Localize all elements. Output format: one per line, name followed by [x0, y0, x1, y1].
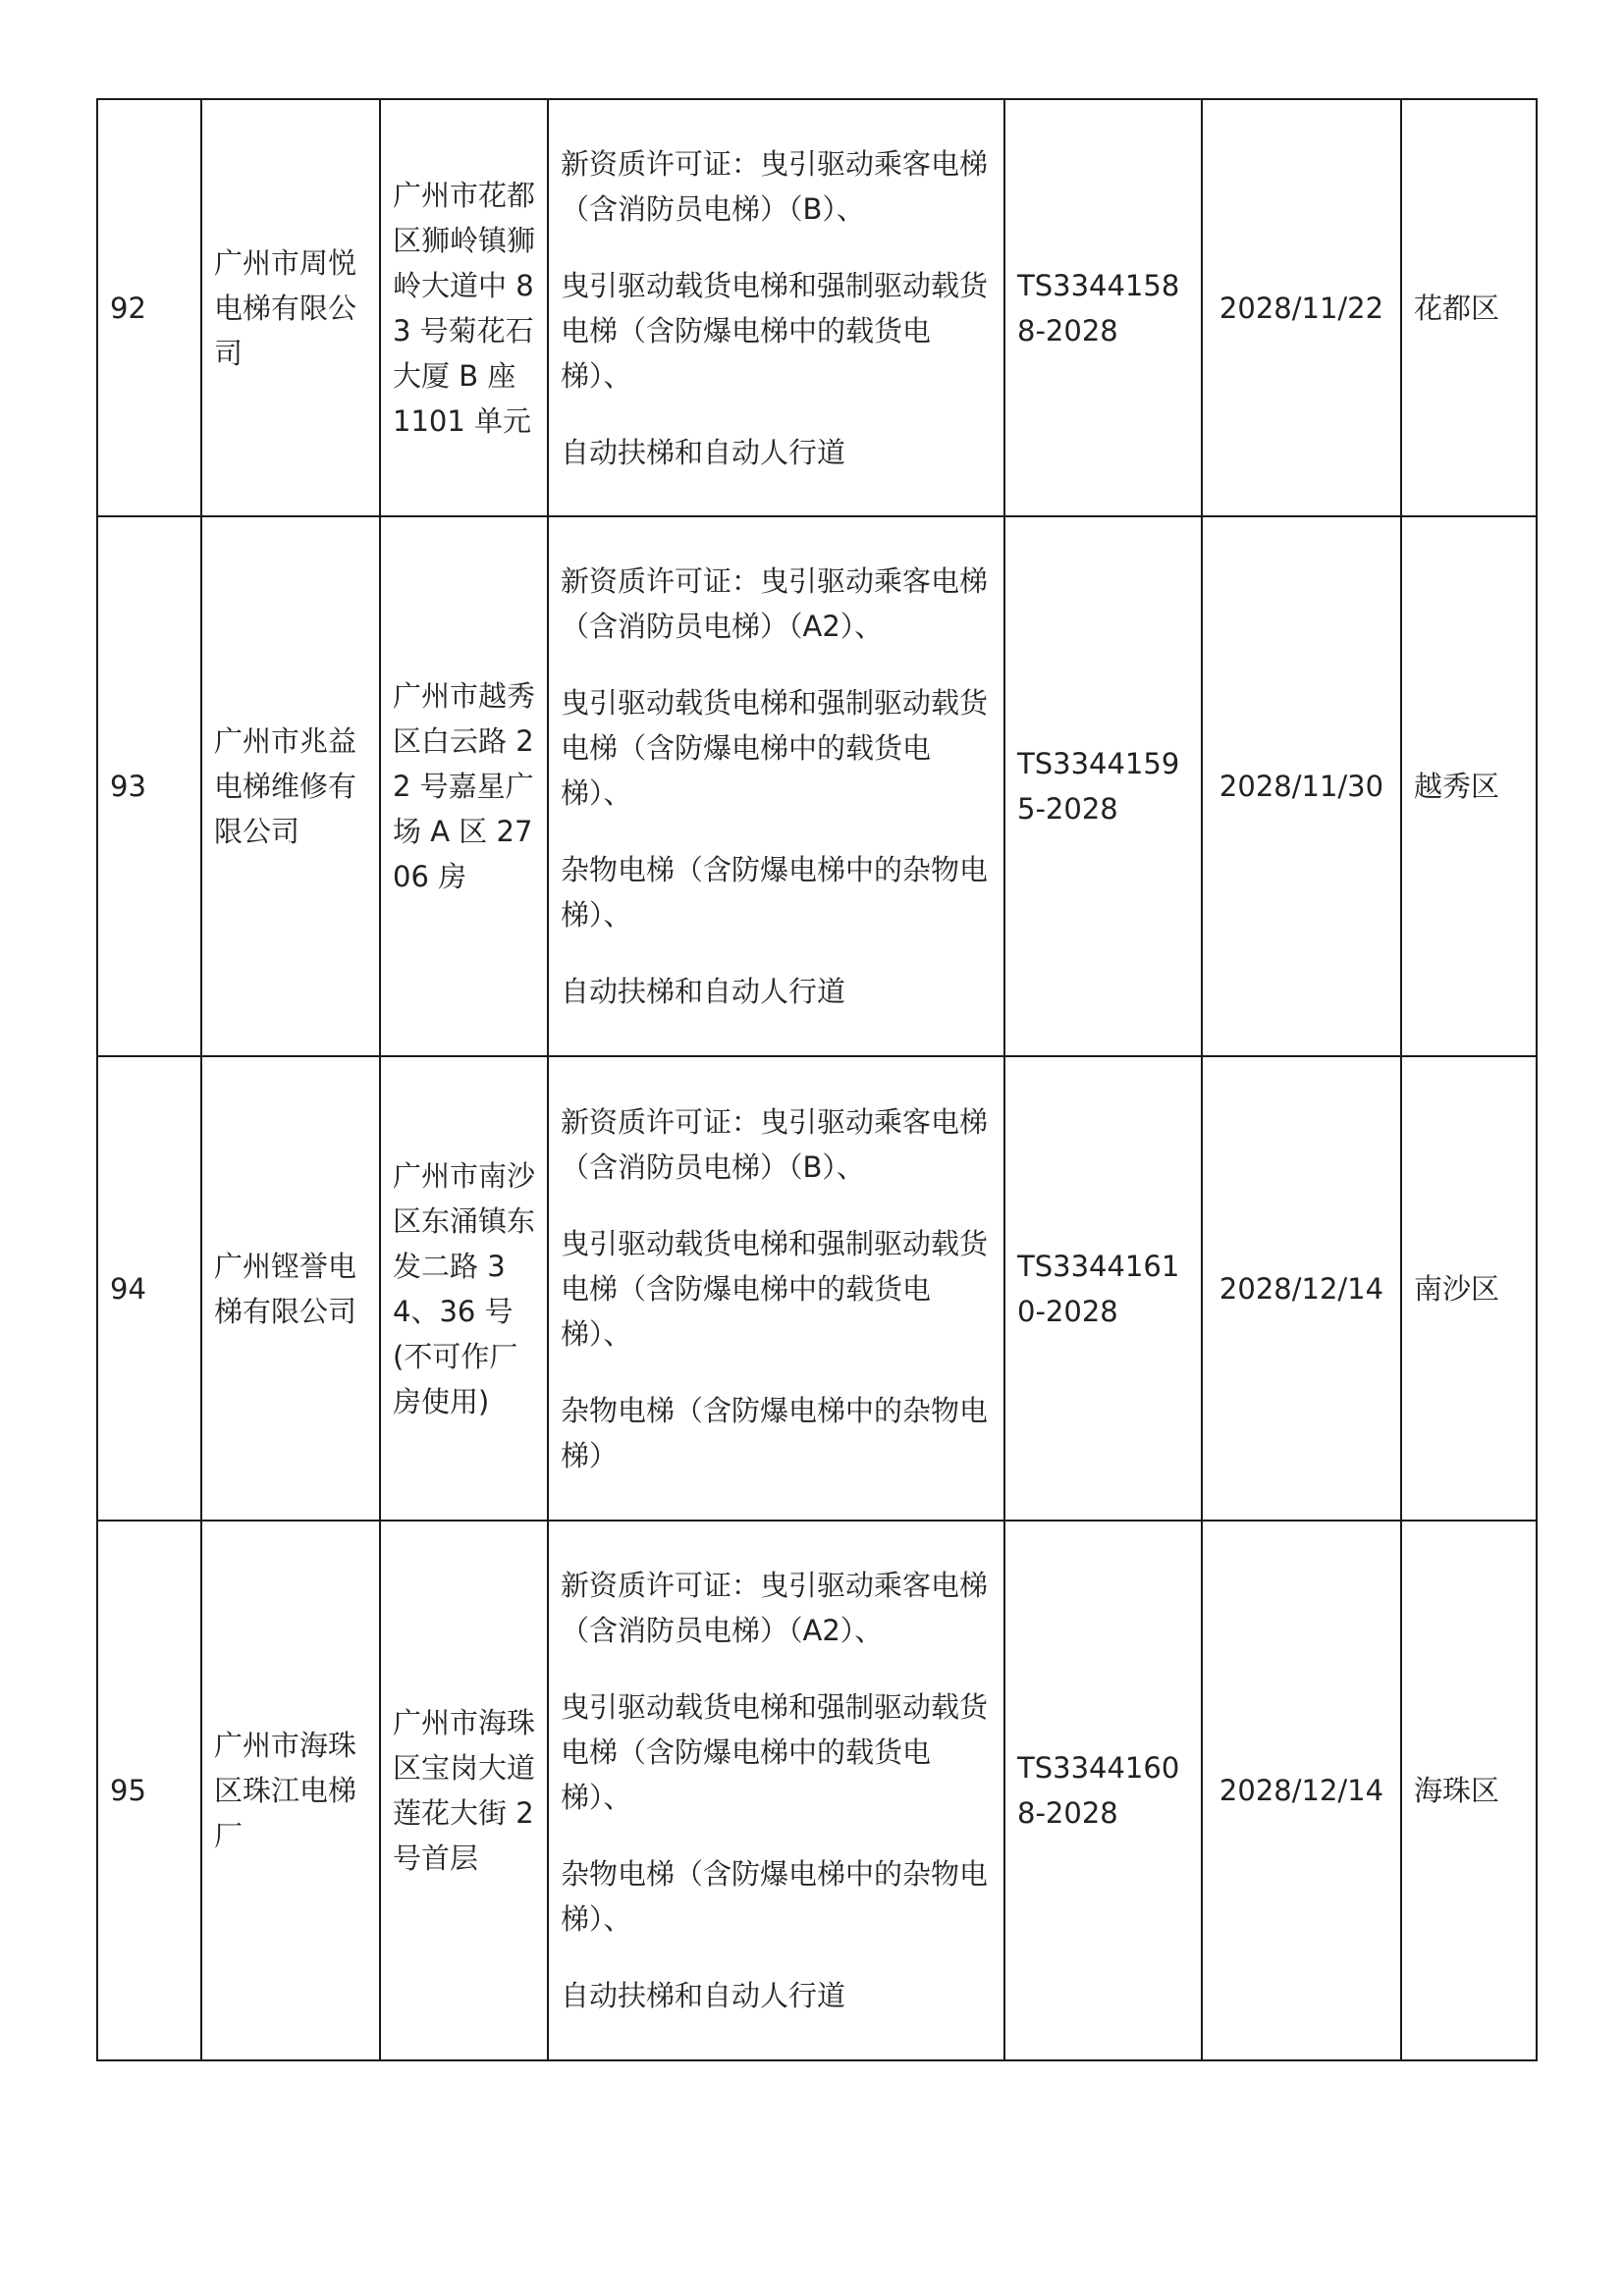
scope-item: 自动扶梯和自动人行道	[561, 1979, 846, 2012]
row-number: 93	[97, 516, 201, 1056]
row-number: 92	[97, 99, 201, 516]
certificate-number-text: TS33441608-2028	[1017, 1751, 1180, 1830]
license-scope	[548, 1521, 1004, 2060]
license-table	[96, 98, 1538, 2061]
certificate-number	[1004, 1056, 1202, 1521]
scope-item: 新资质许可证：曳引驱动乘客电梯（含消防员电梯）（A2）、	[561, 1569, 989, 1647]
scope-item: 自动扶梯和自动人行道	[561, 435, 846, 469]
company-name	[201, 1056, 380, 1521]
expiry-date: 2028/12/14	[1202, 1521, 1401, 2060]
scope-item: 新资质许可证：曳引驱动乘客电梯（含消防员电梯）（B）、	[561, 146, 989, 226]
certificate-number	[1004, 1521, 1202, 2060]
company-name-text: 广州市兆益电梯维修有限公司	[214, 724, 357, 848]
row-number: 94	[97, 1056, 201, 1521]
scope-item: 曳引驱动载货电梯和强制驱动载货电梯（含防爆电梯中的载货电梯）、	[561, 686, 989, 810]
certificate-number-text: TS33441595-2028	[1017, 747, 1180, 826]
table-row	[97, 1521, 1537, 2060]
company-name	[201, 99, 380, 516]
district: 海珠区	[1401, 1521, 1537, 2060]
scope-item: 曳引驱动载货电梯和强制驱动载货电梯（含防爆电梯中的载货电梯）、	[561, 268, 989, 393]
scope-item: 新资质许可证：曳引驱动乘客电梯（含消防员电梯）（A2）、	[561, 564, 989, 643]
expiry-date: 2028/11/22	[1202, 99, 1401, 516]
table-row	[97, 99, 1537, 516]
company-name	[201, 516, 380, 1056]
table-row	[97, 516, 1537, 1056]
scope-item: 曳引驱动载货电梯和强制驱动载货电梯（含防爆电梯中的载货电梯）、	[561, 1690, 989, 1814]
certificate-number-text: TS33441610-2028	[1017, 1249, 1180, 1328]
district: 南沙区	[1401, 1056, 1537, 1521]
district: 花都区	[1401, 99, 1537, 516]
scope-item: 杂物电梯（含防爆电梯中的杂物电梯）	[561, 1393, 989, 1472]
district: 越秀区	[1401, 516, 1537, 1056]
company-address	[380, 99, 548, 516]
company-address-text: 广州市南沙区东涌镇东发二路 34、36 号(不可作厂房使用)	[393, 1158, 536, 1418]
company-name-text: 广州市海珠区珠江电梯厂	[214, 1729, 357, 1852]
license-scope	[548, 99, 1004, 516]
license-scope	[548, 1056, 1004, 1521]
row-number: 95	[97, 1521, 201, 2060]
expiry-date: 2028/12/14	[1202, 1056, 1401, 1521]
certificate-number-text: TS33441588-2028	[1017, 268, 1180, 347]
scope-item: 新资质许可证：曳引驱动乘客电梯（含消防员电梯）（B）、	[561, 1104, 989, 1184]
company-address	[380, 516, 548, 1056]
company-address-text: 广州市越秀区白云路 22 号嘉星广场 A 区 2706 房	[393, 679, 536, 893]
license-scope	[548, 516, 1004, 1056]
company-address-text: 广州市海珠区宝岗大道莲花大街 2 号首层	[393, 1706, 536, 1875]
company-name	[201, 1521, 380, 2060]
company-address-text: 广州市花都区狮岭镇狮岭大道中 83 号菊花石大厦 B 座 1101 单元	[393, 178, 536, 438]
scope-item: 自动扶梯和自动人行道	[561, 975, 846, 1008]
scope-item: 杂物电梯（含防爆电梯中的杂物电梯）、	[561, 853, 989, 932]
certificate-number	[1004, 516, 1202, 1056]
company-name-text: 广州铿誉电梯有限公司	[214, 1249, 357, 1328]
company-name-text: 广州市周悦电梯有限公司	[214, 245, 357, 370]
company-address	[380, 1056, 548, 1521]
scope-item: 曳引驱动载货电梯和强制驱动载货电梯（含防爆电梯中的载货电梯）、	[561, 1226, 989, 1351]
scope-item: 杂物电梯（含防爆电梯中的杂物电梯）、	[561, 1857, 989, 1936]
certificate-number	[1004, 99, 1202, 516]
table-row	[97, 1056, 1537, 1521]
expiry-date: 2028/11/30	[1202, 516, 1401, 1056]
company-address	[380, 1521, 548, 2060]
